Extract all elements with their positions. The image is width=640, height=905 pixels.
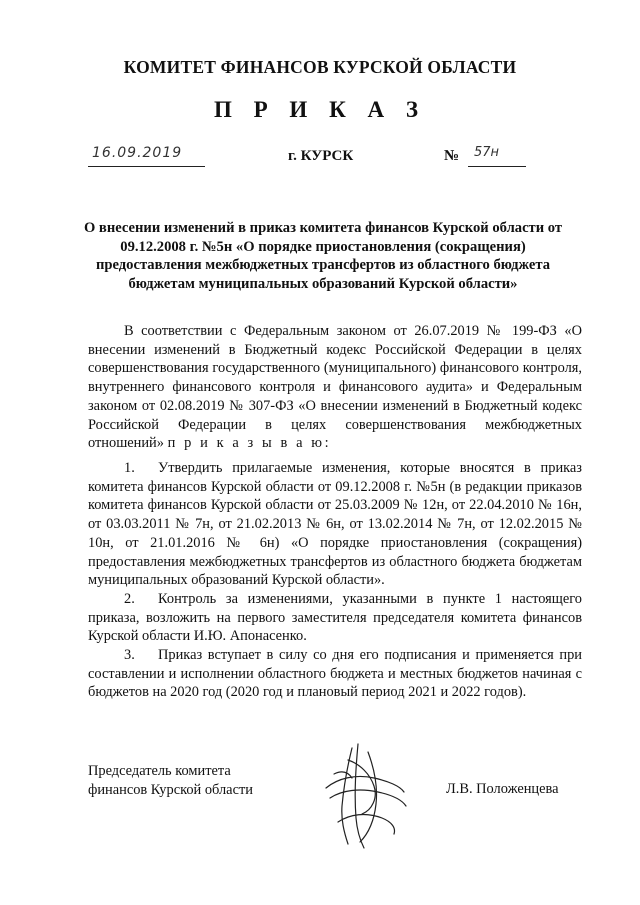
item-text: Утвердить прилагаемые изменения, которые вносятся в приказ комитета финансов Курской области от 09.12.2008 г. №5н (в редакции приказов комитета финансов Курской области от 25.03.2009 № 12н, от 22.04.2010 № 16н, от 03.03.2011 № 7н, от 21.02.2013 № 6н, от 13.02.2014 № 7н, от 12.02.2015 № 10н, от 21.01.2016 № 6н) «О порядке приостановления (сокращения) предоставления межбюджетных трансфертов из областного бюджета бюджетам муниципальных образований Курской области». — [88, 460, 582, 589]
number-field — [468, 145, 526, 167]
order-items — [88, 459, 582, 702]
preamble-text: В соответствии с Федеральным законом от 26.07.2019 № 199-ФЗ «О внесении изменений в Бюджетный кодекс Российской Федерации в целях совершенствования государственного (муниципального) финансового контроля, внутреннего финансового контроля и финансового аудита» и Федеральным законом от 02.08.2019 № 307-ФЗ «О внесении изменений в Бюджетный кодекс Российской Федерации в целях совершенствования межбюджетных отношений» — [88, 323, 582, 452]
document-subject: О внесении изменений в приказ комитета финансов Курской области от 09.12.2008 г. №5н «О порядке приостановления (сокращения) предоставления межбюджетных трансфертов из областного бюджета бюджетам муниципальных образований Курской области» — [83, 220, 563, 292]
number-label: № — [444, 148, 460, 164]
order-item — [88, 590, 582, 646]
signer-name: Л.В. Положенцева — [446, 781, 559, 797]
order-item — [88, 646, 582, 702]
item-number: 2. — [124, 590, 135, 607]
signer-position — [88, 762, 308, 800]
number-value: 57н — [474, 145, 500, 160]
item-text: Приказ вступает в силу со дня его подписания и применяется при составлении и исполнении областного бюджета и местных бюджетов начиная с бюджетов на 2020 год (2020 год и плановый период 2021 и 2022 годов). — [88, 647, 582, 701]
document-meta-row — [0, 145, 640, 170]
city-label: г. КУРСК — [288, 148, 354, 164]
item-number: 1. — [124, 460, 135, 476]
document-type-title: П Р И К А З — [213, 97, 426, 122]
item-number: 3. — [124, 647, 135, 664]
signer-position-line1: Председатель комитета — [88, 763, 231, 779]
order-item — [88, 459, 582, 590]
preamble-paragraph — [88, 322, 582, 453]
signer-position-line2: финансов Курской области — [88, 782, 253, 798]
date-field — [88, 145, 205, 167]
date-value: 16.09.2019 — [92, 145, 183, 161]
organization-title: КОМИТЕТ ФИНАНСОВ КУРСКОЙ ОБЛАСТИ — [123, 57, 517, 77]
item-text: Контроль за изменениями, указанными в пункте 1 настоящего приказа, возложить на первого заместителя председателя комитета финансов Курской области И.Ю. Апонасенко. — [88, 590, 582, 645]
handwritten-signature — [308, 734, 418, 854]
order-word: п р и к а з ы в а ю: — [167, 435, 332, 452]
